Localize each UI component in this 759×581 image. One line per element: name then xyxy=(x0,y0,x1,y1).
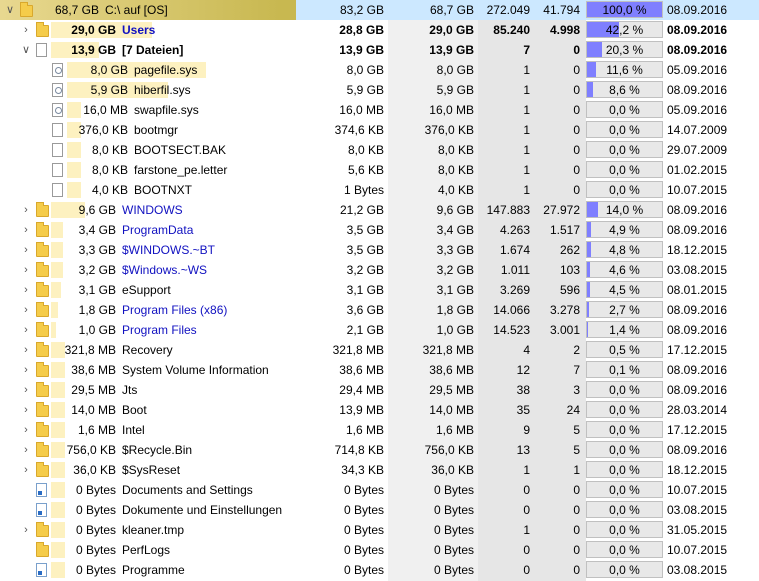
size-value: 4,0 KB xyxy=(437,183,474,197)
folder-count: 3.001 xyxy=(549,323,580,337)
size-label: 0 Bytes xyxy=(75,503,116,517)
tree-row[interactable] xyxy=(0,500,759,520)
size-value: 3,1 GB xyxy=(436,283,474,297)
file-count: 0 xyxy=(523,503,530,517)
percent-label: 4,6 % xyxy=(609,263,640,277)
size-label: 756,0 KB xyxy=(66,443,116,457)
tree-row[interactable] xyxy=(0,340,759,360)
size-label: 9,6 GB xyxy=(78,203,116,217)
allocated-size: 16,0 MB xyxy=(339,103,384,117)
allocated-size: 0 Bytes xyxy=(343,543,384,557)
modified-date: 08.09.2016 xyxy=(667,383,728,397)
item-name[interactable]: Intel xyxy=(122,423,145,437)
folder-count: 1 xyxy=(573,463,580,477)
percent-label: 0,0 % xyxy=(609,103,640,117)
folder-count: 0 xyxy=(573,103,580,117)
size-value: 29,5 MB xyxy=(429,383,474,397)
folder-count: 0 xyxy=(573,483,580,497)
chevron-right-icon[interactable]: › xyxy=(24,264,28,276)
item-name[interactable]: C:\ auf [OS] xyxy=(105,3,168,17)
size-label: 8,0 GB xyxy=(90,63,128,77)
modified-date: 28.03.2014 xyxy=(667,403,728,417)
allocated-size: 321,8 MB xyxy=(332,343,384,357)
chevron-right-icon[interactable]: › xyxy=(24,464,28,476)
tree-row[interactable] xyxy=(0,40,759,60)
file-count: 14.523 xyxy=(493,323,530,337)
item-name[interactable]: $Recycle.Bin xyxy=(122,443,193,457)
percent-label: 0,0 % xyxy=(609,503,640,517)
item-name[interactable]: Boot xyxy=(122,403,147,417)
folder-count: 0 xyxy=(573,63,580,77)
modified-date: 03.08.2015 xyxy=(667,263,728,277)
modified-date: 10.07.2015 xyxy=(667,183,728,197)
size-value: 0 Bytes xyxy=(433,563,474,577)
file-count: 147.883 xyxy=(486,203,530,217)
size-value: 8,0 KB xyxy=(437,163,474,177)
chevron-right-icon[interactable]: › xyxy=(24,204,28,216)
tree-row[interactable] xyxy=(0,100,759,120)
tree-row[interactable] xyxy=(0,360,759,380)
item-name[interactable]: ProgramData xyxy=(122,223,194,237)
size-label: 1,8 GB xyxy=(78,303,116,317)
size-value: 36,0 KB xyxy=(431,463,474,477)
tree-row[interactable] xyxy=(0,180,759,200)
tree-row[interactable] xyxy=(0,540,759,560)
folder-count: 0 xyxy=(573,503,580,517)
modified-date: 03.08.2015 xyxy=(667,503,728,517)
percent-label: 20,3 % xyxy=(605,43,644,57)
allocated-size: 2,1 GB xyxy=(346,323,384,337)
folder-count: 27.972 xyxy=(543,203,580,217)
folder-count: 0 xyxy=(573,543,580,557)
size-value: 321,8 MB xyxy=(422,343,474,357)
size-value: 1,0 GB xyxy=(436,323,474,337)
file-count: 0 xyxy=(523,543,530,557)
modified-date: 08.09.2016 xyxy=(667,443,728,457)
item-name[interactable]: swapfile.sys xyxy=(134,103,199,117)
size-label: 5,9 GB xyxy=(90,83,128,97)
percent-label: 0,0 % xyxy=(609,383,640,397)
item-name[interactable]: $Windows.~WS xyxy=(122,263,208,277)
file-count: 272.049 xyxy=(486,3,530,17)
file-count: 1 xyxy=(523,143,530,157)
tree-row[interactable] xyxy=(0,480,759,500)
size-value: 3,4 GB xyxy=(436,223,474,237)
chevron-right-icon[interactable]: › xyxy=(24,304,28,316)
percent-label: 0,0 % xyxy=(609,183,640,197)
item-name[interactable]: [7 Dateien] xyxy=(122,43,184,57)
folder-count: 596 xyxy=(559,283,580,297)
tree-row[interactable] xyxy=(0,380,759,400)
size-label: 0 Bytes xyxy=(75,483,116,497)
tree-row[interactable] xyxy=(0,160,759,180)
item-name[interactable]: PerfLogs xyxy=(122,543,171,557)
tree-row[interactable] xyxy=(0,0,759,20)
chevron-right-icon[interactable]: › xyxy=(24,364,28,376)
percent-label: 0,0 % xyxy=(609,403,640,417)
item-name[interactable]: Jts xyxy=(122,383,138,397)
percent-label: 4,8 % xyxy=(609,243,640,257)
tree-row[interactable] xyxy=(0,440,759,460)
size-value: 0 Bytes xyxy=(433,543,474,557)
percent-label: 100,0 % xyxy=(602,3,647,17)
item-name[interactable]: pagefile.sys xyxy=(134,63,198,77)
size-value: 1,8 GB xyxy=(436,303,474,317)
size-value: 5,9 GB xyxy=(436,83,474,97)
allocated-size: 0 Bytes xyxy=(343,483,384,497)
size-label: 1,6 MB xyxy=(77,423,116,437)
allocated-size: 3,6 GB xyxy=(346,303,384,317)
chevron-right-icon[interactable]: › xyxy=(24,444,28,456)
file-count: 13 xyxy=(516,443,530,457)
size-value: 38,6 MB xyxy=(429,363,474,377)
tree-row[interactable] xyxy=(0,240,759,260)
tree-row[interactable] xyxy=(0,260,759,280)
chevron-right-icon[interactable]: › xyxy=(24,404,28,416)
tree-row[interactable] xyxy=(0,300,759,320)
tree-row[interactable] xyxy=(0,80,759,100)
tree-row[interactable] xyxy=(0,520,759,540)
allocated-size: 1 Bytes xyxy=(343,183,384,197)
chevron-right-icon[interactable]: › xyxy=(24,244,28,256)
modified-date: 08.09.2016 xyxy=(667,303,728,317)
allocated-size: 28,8 GB xyxy=(339,23,384,37)
folder-count: 0 xyxy=(573,43,580,57)
percent-label: 0,5 % xyxy=(609,343,640,357)
file-count: 1 xyxy=(523,63,530,77)
item-name[interactable]: kleaner.tmp xyxy=(122,523,185,537)
size-label: 4,0 KB xyxy=(91,183,128,197)
size-label: 16,0 MB xyxy=(83,103,128,117)
size-value: 0 Bytes xyxy=(433,503,474,517)
allocated-size: 83,2 GB xyxy=(339,3,384,17)
modified-date: 05.09.2016 xyxy=(667,63,728,77)
item-name[interactable]: hiberfil.sys xyxy=(134,83,191,97)
tree-row[interactable] xyxy=(0,400,759,420)
item-name[interactable]: Documents and Settings xyxy=(122,483,253,497)
file-count: 1 xyxy=(523,463,530,477)
file-count: 4 xyxy=(523,343,530,357)
size-label: 3,1 GB xyxy=(78,283,116,297)
item-name[interactable]: Dokumente und Einstellungen xyxy=(122,503,283,517)
file-count: 1 xyxy=(523,163,530,177)
modified-date: 08.09.2016 xyxy=(667,23,728,37)
folder-count: 0 xyxy=(573,163,580,177)
size-label: 14,0 MB xyxy=(71,403,116,417)
modified-date: 29.07.2009 xyxy=(667,143,728,157)
percent-label: 0,0 % xyxy=(609,463,640,477)
folder-count: 4.998 xyxy=(549,23,580,37)
size-label: 36,0 KB xyxy=(73,463,116,477)
file-count: 3.269 xyxy=(499,283,530,297)
folder-count: 3 xyxy=(573,383,580,397)
item-name[interactable]: BOOTSECT.BAK xyxy=(134,143,227,157)
percent-label: 0,0 % xyxy=(609,543,640,557)
modified-date: 08.09.2016 xyxy=(667,323,728,337)
percent-label: 11,6 % xyxy=(606,63,643,77)
folder-count: 0 xyxy=(573,83,580,97)
file-count: 38 xyxy=(516,383,530,397)
allocated-size: 13,9 GB xyxy=(339,43,384,57)
modified-date: 08.09.2016 xyxy=(667,223,728,237)
chevron-right-icon[interactable]: › xyxy=(24,384,28,396)
allocated-size: 5,6 KB xyxy=(347,163,384,177)
allocated-size: 0 Bytes xyxy=(343,503,384,517)
size-value: 14,0 MB xyxy=(429,403,474,417)
allocated-size: 3,5 GB xyxy=(346,243,384,257)
file-count: 35 xyxy=(516,403,530,417)
modified-date: 08.09.2016 xyxy=(667,3,728,17)
allocated-size: 21,2 GB xyxy=(339,203,384,217)
item-name[interactable]: Programme xyxy=(122,563,185,577)
chevron-right-icon[interactable]: › xyxy=(24,324,28,336)
modified-date: 10.07.2015 xyxy=(667,543,728,557)
chevron-right-icon[interactable]: › xyxy=(24,524,28,536)
allocated-size: 0 Bytes xyxy=(343,523,384,537)
tree-row[interactable] xyxy=(0,120,759,140)
percent-label: 0,0 % xyxy=(609,123,640,137)
modified-date: 08.09.2016 xyxy=(667,43,728,57)
modified-date: 10.07.2015 xyxy=(667,483,728,497)
item-name[interactable]: $SysReset xyxy=(122,463,181,477)
item-name[interactable]: bootmgr xyxy=(134,123,179,137)
percent-label: 4,5 % xyxy=(609,283,640,297)
size-value: 68,7 GB xyxy=(429,3,474,17)
folder-count: 0 xyxy=(573,183,580,197)
folder-count: 24 xyxy=(566,403,580,417)
size-label: 38,6 MB xyxy=(71,363,116,377)
percent-label: 8,6 % xyxy=(609,83,640,97)
item-name[interactable]: BOOTNXT xyxy=(134,183,193,197)
size-value: 756,0 KB xyxy=(424,443,474,457)
modified-date: 17.12.2015 xyxy=(667,423,728,437)
size-label: 29,5 MB xyxy=(71,383,116,397)
percent-label: 0,0 % xyxy=(609,443,640,457)
size-label: 3,2 GB xyxy=(78,263,116,277)
allocated-size: 5,9 GB xyxy=(346,83,384,97)
size-value: 0 Bytes xyxy=(433,523,474,537)
size-label: 29,0 GB xyxy=(71,23,116,37)
folder-count: 2 xyxy=(573,343,580,357)
file-count: 12 xyxy=(516,363,530,377)
chevron-right-icon[interactable]: › xyxy=(24,424,28,436)
size-label: 0 Bytes xyxy=(75,523,116,537)
allocated-size: 29,4 MB xyxy=(339,383,384,397)
file-count: 85.240 xyxy=(493,23,530,37)
tree-row[interactable] xyxy=(0,20,759,40)
percent-label: 14,0 % xyxy=(605,203,644,217)
allocated-size: 8,0 GB xyxy=(346,63,384,77)
chevron-down-icon[interactable]: ∨ xyxy=(21,44,31,56)
percent-label: 0,0 % xyxy=(609,163,640,177)
size-label: 1,0 GB xyxy=(78,323,116,337)
file-count: 0 xyxy=(523,563,530,577)
folder-count: 0 xyxy=(573,123,580,137)
file-count: 1 xyxy=(523,103,530,117)
size-label: 0 Bytes xyxy=(75,563,116,577)
size-value: 3,3 GB xyxy=(436,243,474,257)
tree-row[interactable] xyxy=(0,140,759,160)
tree-row[interactable] xyxy=(0,420,759,440)
modified-date: 08.09.2016 xyxy=(667,363,728,377)
item-name[interactable]: eSupport xyxy=(122,283,171,297)
allocated-size: 0 Bytes xyxy=(343,563,384,577)
size-value: 1,6 MB xyxy=(435,423,474,437)
size-label: 0 Bytes xyxy=(75,543,116,557)
size-value: 13,9 GB xyxy=(429,43,474,57)
item-name[interactable]: Users xyxy=(122,23,156,37)
allocated-size: 3,5 GB xyxy=(346,223,384,237)
file-count: 0 xyxy=(523,483,530,497)
allocated-size: 8,0 KB xyxy=(347,143,384,157)
size-value: 9,6 GB xyxy=(436,203,474,217)
percent-label: 0,0 % xyxy=(609,143,640,157)
size-value: 3,2 GB xyxy=(436,263,474,277)
size-label: 68,7 GB xyxy=(54,3,99,17)
modified-date: 08.01.2015 xyxy=(667,283,728,297)
tree-row[interactable] xyxy=(0,280,759,300)
file-count: 1.674 xyxy=(499,243,530,257)
chevron-right-icon[interactable]: › xyxy=(24,224,28,236)
item-name[interactable]: WINDOWS xyxy=(122,203,183,217)
allocated-size: 13,9 MB xyxy=(339,403,384,417)
folder-count: 41.794 xyxy=(543,3,580,17)
item-name[interactable]: Program Files (x86) xyxy=(122,303,228,317)
folder-count: 0 xyxy=(573,563,580,577)
file-count: 7 xyxy=(523,43,530,57)
modified-date: 17.12.2015 xyxy=(667,343,728,357)
tree-row[interactable] xyxy=(0,60,759,80)
percent-label: 2,7 % xyxy=(609,303,640,317)
allocated-size: 3,1 GB xyxy=(346,283,384,297)
folder-count: 0 xyxy=(573,143,580,157)
size-value: 8,0 GB xyxy=(436,63,474,77)
percent-label: 0,0 % xyxy=(609,423,640,437)
folder-count: 3.278 xyxy=(549,303,580,317)
size-value: 29,0 GB xyxy=(429,23,474,37)
file-count: 1 xyxy=(523,123,530,137)
file-count: 1 xyxy=(523,83,530,97)
size-value: 376,0 KB xyxy=(424,123,474,137)
tree-row[interactable] xyxy=(0,460,759,480)
allocated-size: 714,8 KB xyxy=(334,443,384,457)
size-value: 0 Bytes xyxy=(433,483,474,497)
folder-count: 5 xyxy=(573,443,580,457)
modified-date: 03.08.2015 xyxy=(667,563,728,577)
size-label: 3,3 GB xyxy=(78,243,116,257)
percent-label: 0,1 % xyxy=(609,363,640,377)
tree-row[interactable] xyxy=(0,560,759,580)
modified-date: 01.02.2015 xyxy=(667,163,728,177)
folder-count: 103 xyxy=(559,263,580,277)
folder-count: 262 xyxy=(559,243,580,257)
tree-row[interactable] xyxy=(0,200,759,220)
item-name[interactable]: Recovery xyxy=(122,343,173,357)
allocated-size: 38,6 MB xyxy=(339,363,384,377)
item-name[interactable]: System Volume Information xyxy=(122,363,269,377)
tree-row[interactable] xyxy=(0,220,759,240)
folder-count: 1.517 xyxy=(549,223,580,237)
allocated-size: 374,6 KB xyxy=(334,123,384,137)
file-count: 1 xyxy=(523,523,530,537)
chevron-down-icon[interactable]: ∨ xyxy=(5,4,15,16)
size-label: 13,9 GB xyxy=(71,43,116,57)
folder-count: 5 xyxy=(573,423,580,437)
folder-count: 0 xyxy=(573,523,580,537)
file-count: 1 xyxy=(523,183,530,197)
percent-label: 1,4 % xyxy=(609,323,640,337)
modified-date: 14.07.2009 xyxy=(667,123,728,137)
chevron-right-icon[interactable]: › xyxy=(24,284,28,296)
item-name[interactable]: Program Files xyxy=(122,323,197,337)
modified-date: 18.12.2015 xyxy=(667,463,728,477)
modified-date: 31.05.2015 xyxy=(667,523,728,537)
size-label: 376,0 KB xyxy=(78,123,128,137)
item-name[interactable]: $WINDOWS.~BT xyxy=(122,243,216,257)
tree-row[interactable] xyxy=(0,320,759,340)
size-label: 8,0 KB xyxy=(91,143,128,157)
size-label: 3,4 GB xyxy=(78,223,116,237)
percent-label: 4,9 % xyxy=(609,223,640,237)
size-label: 321,8 MB xyxy=(64,343,116,357)
item-name[interactable]: farstone_pe.letter xyxy=(134,163,228,177)
percent-label: 42,2 % xyxy=(605,23,644,37)
file-count: 14.066 xyxy=(493,303,530,317)
allocated-size: 3,2 GB xyxy=(346,263,384,277)
percent-label: 0,0 % xyxy=(609,563,640,577)
percent-label: 0,0 % xyxy=(609,523,640,537)
modified-date: 05.09.2016 xyxy=(667,103,728,117)
chevron-right-icon[interactable]: › xyxy=(24,344,28,356)
folder-count: 7 xyxy=(573,363,580,377)
percent-label: 0,0 % xyxy=(609,483,640,497)
size-value: 8,0 KB xyxy=(437,143,474,157)
modified-date: 18.12.2015 xyxy=(667,243,728,257)
allocated-size: 1,6 MB xyxy=(345,423,384,437)
file-count: 4.263 xyxy=(499,223,530,237)
chevron-right-icon[interactable]: › xyxy=(24,24,28,36)
modified-date: 08.09.2016 xyxy=(667,203,728,217)
modified-date: 08.09.2016 xyxy=(667,83,728,97)
allocated-size: 34,3 KB xyxy=(341,463,384,477)
size-value: 16,0 MB xyxy=(429,103,474,117)
file-count: 1.011 xyxy=(500,263,530,277)
file-count: 9 xyxy=(523,423,530,437)
size-label: 8,0 KB xyxy=(91,163,128,177)
